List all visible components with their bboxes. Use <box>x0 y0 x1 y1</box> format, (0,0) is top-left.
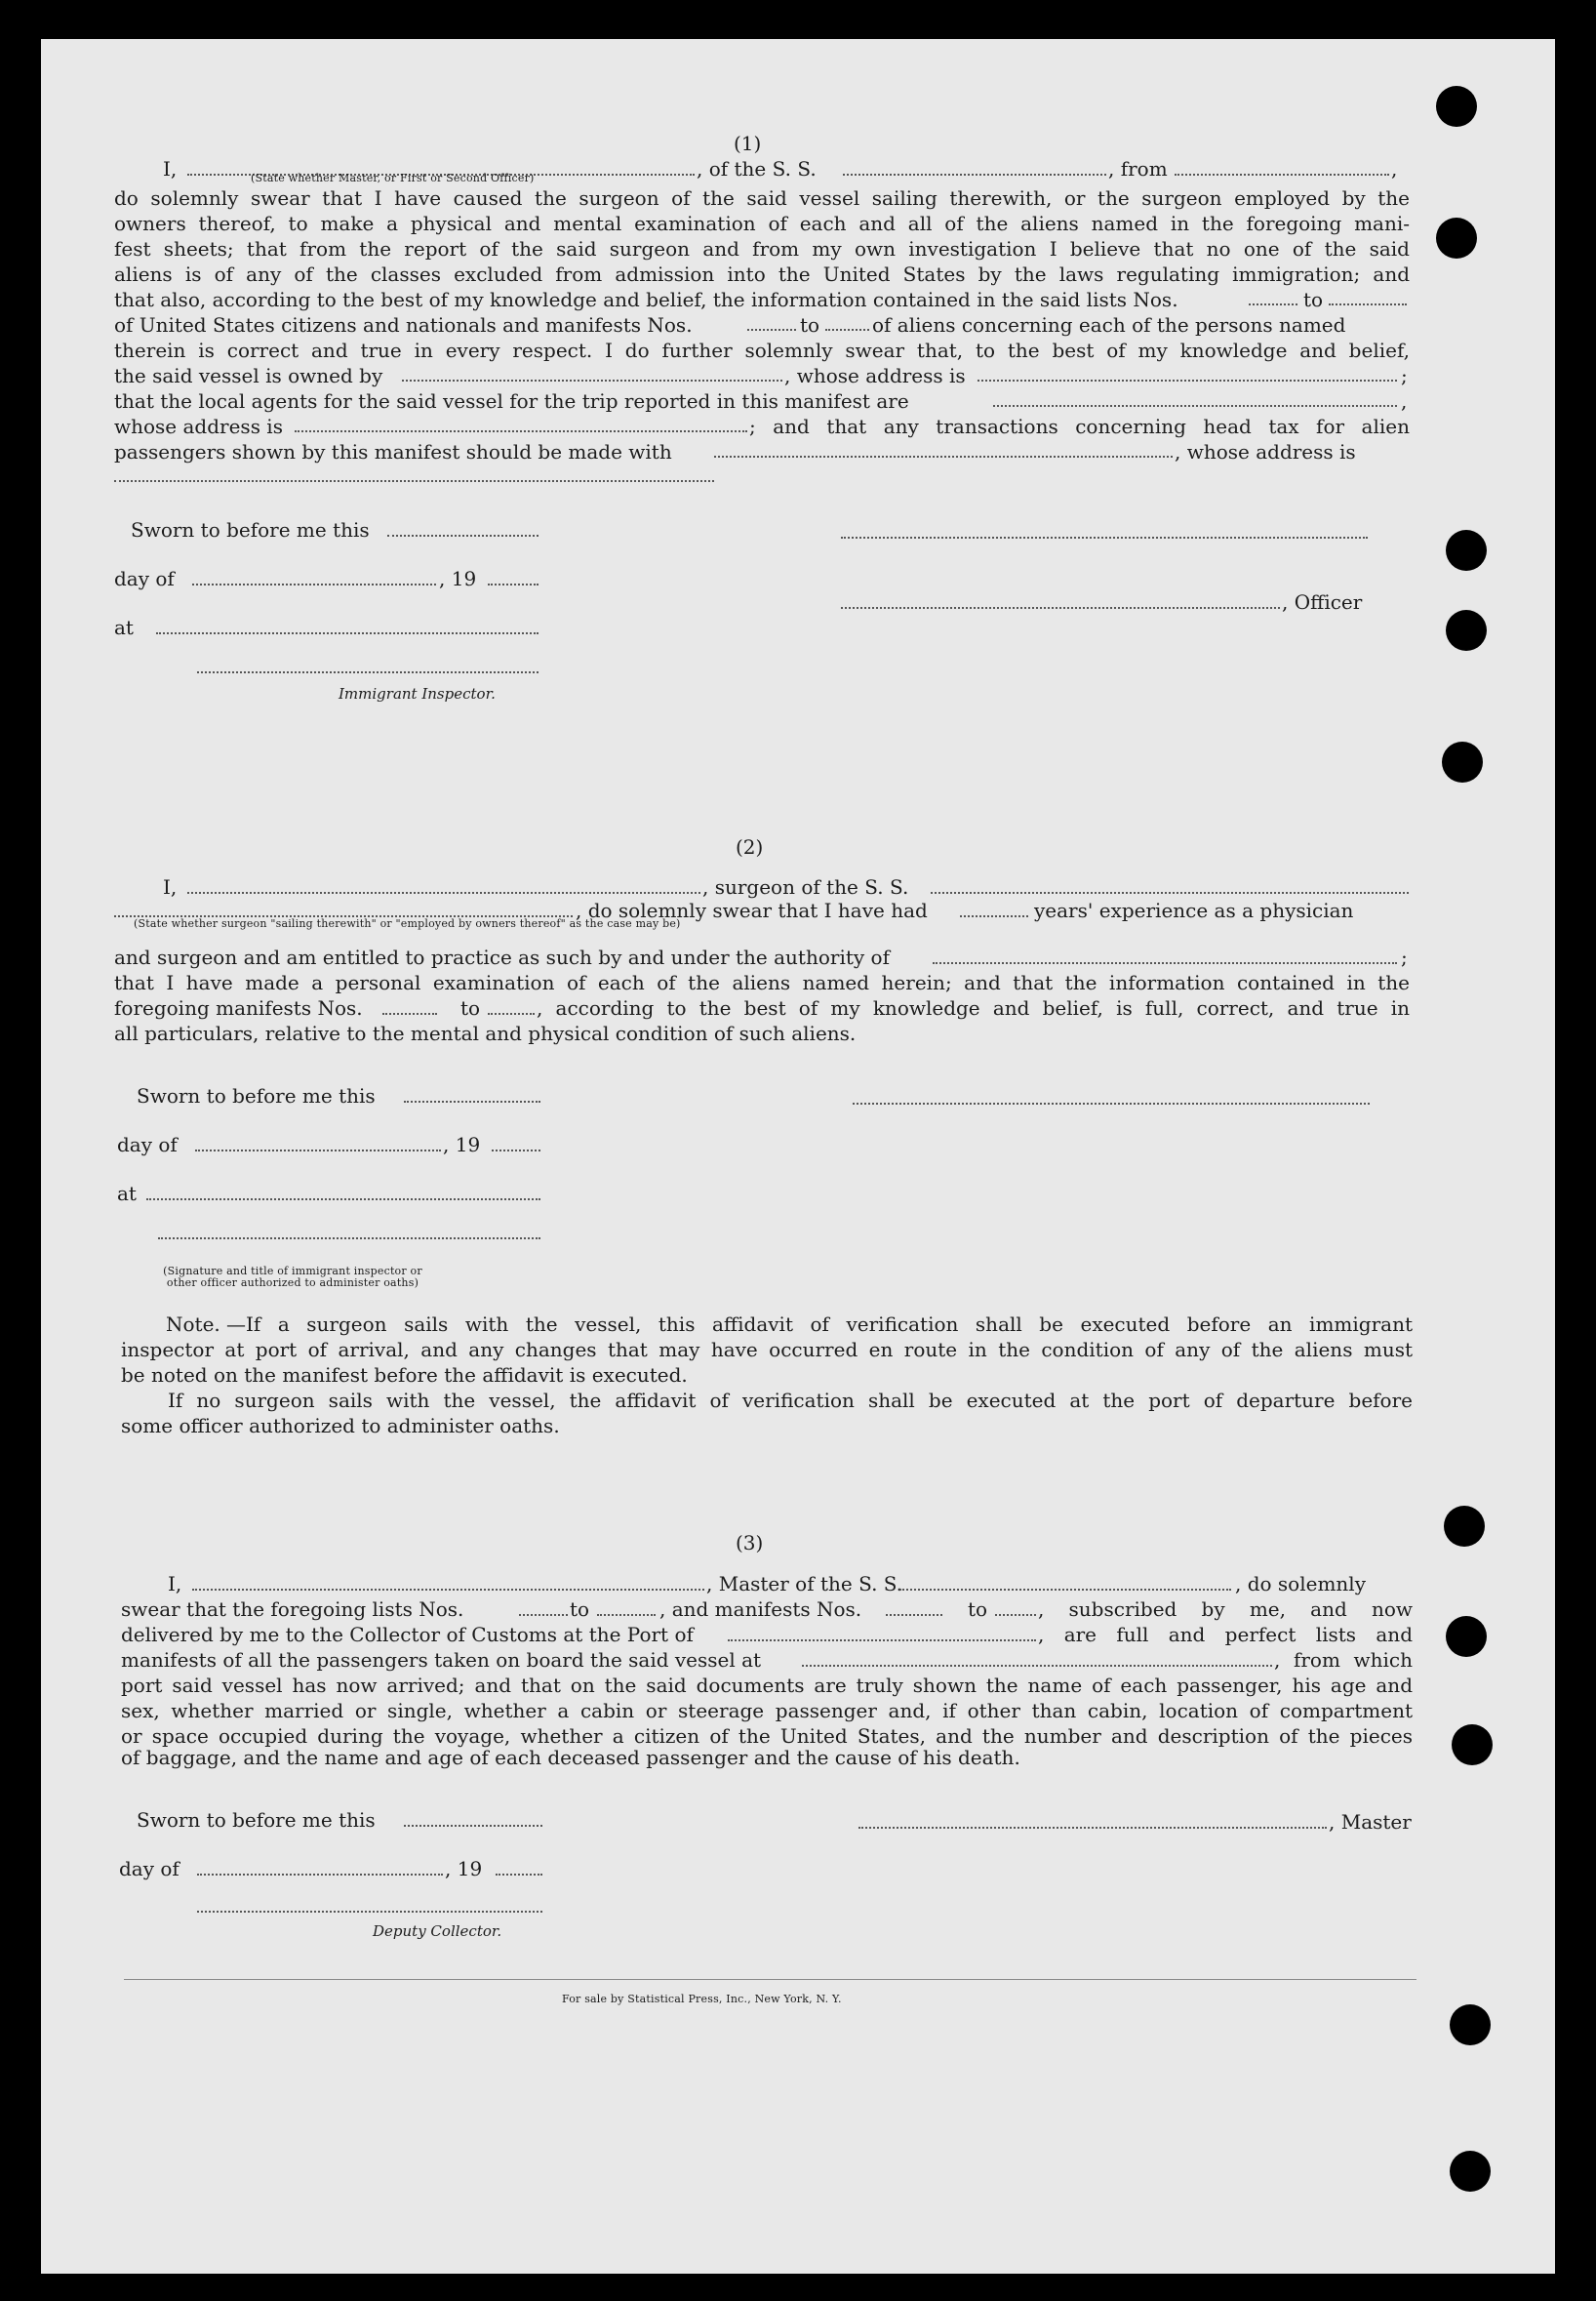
section2-para-line4: all particulars, relative to the mental and physical condition of such aliens. <box>114 1022 857 1045</box>
section3-month-field[interactable] <box>197 1874 443 1876</box>
head-tax-party-field[interactable] <box>714 456 1173 458</box>
binder-hole-2 <box>1436 218 1477 259</box>
section1-para-line3: fest sheets; that from the report of the said surgeon and from my own investigation I believe that no one of the said <box>114 237 1410 261</box>
binder-hole-10 <box>1450 2151 1491 2192</box>
owner-field[interactable] <box>402 380 782 382</box>
agents-address-label: whose address is <box>114 415 283 438</box>
section2-semicolon: ; <box>1401 946 1408 969</box>
section1-I: I, <box>163 157 178 181</box>
owner-address-field[interactable] <box>978 380 1397 382</box>
section3-I: I, <box>168 1572 182 1595</box>
section2-at: at <box>117 1182 137 1205</box>
section2-vessel-field[interactable] <box>931 892 1409 894</box>
manifests-from-field[interactable] <box>747 329 796 331</box>
section2-month-field[interactable] <box>195 1150 441 1151</box>
section2-signature-field[interactable] <box>853 1103 1370 1105</box>
section1-to-2: to <box>800 313 820 337</box>
section3-subscribed: , subscribed by me, and now <box>1038 1597 1413 1621</box>
section2-at-field[interactable] <box>146 1198 540 1200</box>
binder-hole-1 <box>1436 86 1477 127</box>
vessel-name-field[interactable] <box>843 174 1106 176</box>
binder-hole-7 <box>1446 1616 1487 1657</box>
section1-at: at <box>114 616 134 639</box>
semicolon-1: ; <box>1401 364 1408 387</box>
head-tax-address-label: , whose address is <box>1175 440 1356 464</box>
binder-hole-8 <box>1452 1724 1493 1765</box>
binder-hole-3 <box>1446 530 1487 571</box>
owner-address-label: , whose address is <box>784 364 966 387</box>
section3-master: , Master <box>1329 1810 1412 1834</box>
authority-field[interactable] <box>933 962 1397 964</box>
section3-from-which: , from which <box>1274 1648 1413 1672</box>
section2-manifests-from-field[interactable] <box>382 1013 437 1015</box>
section3-line5: port said vessel has now arrived; and that on the said documents are truly shown the name of each passenger, his age and <box>121 1674 1413 1697</box>
local-agents-label: that the local agents for the said vessel for the trip reported in this manifest are <box>114 389 909 413</box>
agents-address-field[interactable] <box>295 430 747 432</box>
from-port-field[interactable] <box>1175 174 1389 176</box>
years-experience-field[interactable] <box>960 915 1028 917</box>
binder-hole-6 <box>1444 1506 1485 1547</box>
section2-number: (2) <box>736 835 764 859</box>
section3-line6: sex, whether married or single, whether a cabin or steerage passenger and, if other than cabin, location of compartment <box>121 1699 1413 1722</box>
section3-lists-from-field[interactable] <box>519 1614 568 1616</box>
section3-manifests-to-field[interactable] <box>995 1614 1036 1616</box>
section1-para-line7: therein is correct and true in every respect. I do further solemnly swear that, to the best of my knowledge and belief, <box>114 339 1410 362</box>
section3-year: , 19 <box>445 1857 483 1880</box>
section1-day-of: day of <box>114 567 175 590</box>
section3-vessel-field[interactable] <box>899 1589 1231 1591</box>
section3-year-field[interactable] <box>496 1874 542 1876</box>
section1-year-field[interactable] <box>488 584 539 585</box>
section1-para-line2: owners thereof, to make a physical and mental examination of each and all of the aliens named in the foregoing mani- <box>114 212 1410 235</box>
section2-para-line2: that I have made a personal examination of each of the aliens named herein; and that the information contained in the <box>114 971 1410 994</box>
section1-officer-field[interactable] <box>841 607 1280 609</box>
comma-2: , <box>1401 389 1408 413</box>
section1-number: (1) <box>734 132 762 155</box>
note-line4: If no surgeon sails with the vessel, the affidavit of verification shall be executed at the port of departure before <box>168 1389 1413 1412</box>
manifests-to-field[interactable] <box>825 329 869 331</box>
inspector-signature-field[interactable] <box>197 671 539 673</box>
section2-day-of: day of <box>117 1133 178 1156</box>
section3-full-perfect: , are full and perfect lists and <box>1038 1623 1413 1646</box>
master-name-field[interactable] <box>192 1589 704 1591</box>
section2-caption2-line2: other officer authorized to administer oaths) <box>166 1276 419 1289</box>
section3-manifests: , and manifests Nos. <box>659 1597 862 1621</box>
binder-hole-9 <box>1450 2004 1491 2045</box>
section1-sworn-day-field[interactable] <box>387 535 539 537</box>
section1-from: , from <box>1108 157 1168 181</box>
section1-to-1: to <box>1303 288 1324 311</box>
section2-caption: (State whether surgeon "sailing therewith" or "employed by owners thereof" as the case may be) <box>134 917 681 930</box>
section3-line3: delivered by me to the Collector of Customs at the Port of <box>121 1623 694 1646</box>
section2-to: to <box>460 996 481 1020</box>
section3-line2: swear that the foregoing lists Nos. <box>121 1597 464 1621</box>
section3-do-solemnly: , do solemnly <box>1235 1572 1366 1595</box>
section3-sworn-day-field[interactable] <box>404 1825 542 1827</box>
section1-month-field[interactable] <box>192 584 436 585</box>
section2-para-line3c: , according to the best of my knowledge and belief, is full, correct, and true in <box>537 996 1410 1020</box>
section1-para-line4: aliens is of any of the classes excluded from admission into the United States by the laws regulating immigration; and <box>114 262 1410 286</box>
section1-year: , 19 <box>439 567 477 590</box>
section2-manifests-to-field[interactable] <box>488 1013 535 1015</box>
section3-line8: of baggage, and the name and age of each deceased passenger and the cause of his death. <box>121 1746 1020 1769</box>
binder-hole-5 <box>1442 742 1483 783</box>
head-tax-address-field[interactable] <box>114 480 714 482</box>
section2-swear: , do solemnly swear that I have had <box>576 899 928 922</box>
section3-line7: or space occupied during the voyage, whether a citizen of the United States, and the number and description of the pieces <box>121 1724 1413 1748</box>
section2-inspector-signature-field[interactable] <box>158 1237 540 1239</box>
owned-by-label: the said vessel is owned by <box>114 364 383 387</box>
section3-master-signature-field[interactable] <box>858 1827 1327 1829</box>
section2-year: , 19 <box>443 1133 481 1156</box>
section1-para-line1: do solemnly swear that I have caused the surgeon of the said vessel sailing therewith, or the surgeon employed by the <box>114 186 1410 210</box>
footer-publisher: For sale by Statistical Press, Inc., New York, N. Y. <box>562 1993 842 2005</box>
section1-para-line5: that also, according to the best of my knowledge and belief, the information contained in the said lists Nos. <box>114 288 1178 311</box>
section3-to-1: to <box>570 1597 590 1621</box>
section1-caption: (State whether Master, or First or Second Officer) <box>251 172 535 184</box>
section1-signature-field[interactable] <box>841 537 1368 539</box>
section2-para-line3: foregoing manifests Nos. <box>114 996 363 1020</box>
section1-para-line6c: of aliens concerning each of the persons named <box>872 313 1346 337</box>
section1-at-field[interactable] <box>156 632 539 634</box>
section3-to-2: to <box>968 1597 988 1621</box>
binder-hole-4 <box>1446 610 1487 651</box>
departure-port-field[interactable] <box>802 1665 1272 1667</box>
form-page <box>41 39 1555 2274</box>
section3-manifests-from-field[interactable] <box>886 1614 942 1616</box>
note-line1: —If a surgeon sails with the vessel, this affidavit of verification shall be executed before an immigrant <box>226 1312 1413 1336</box>
note-label: Note. <box>166 1312 220 1336</box>
section3-master-ss: , Master of the S. S. <box>706 1572 903 1595</box>
section3-line4: manifests of all the passengers taken on board the said vessel at <box>121 1648 762 1672</box>
section1-of-ss: , of the S. S. <box>697 157 817 181</box>
section3-sworn: Sworn to before me this <box>137 1808 376 1832</box>
section1-officer: , Officer <box>1282 590 1363 614</box>
lists-from-field[interactable] <box>1249 303 1297 305</box>
section3-number: (3) <box>736 1531 764 1554</box>
section2-para-line1: and surgeon and am entitled to practice as such by and under the authority of <box>114 946 890 969</box>
section2-sworn: Sworn to before me this <box>137 1084 376 1108</box>
section3-lists-to-field[interactable] <box>597 1614 656 1616</box>
section3-day-of: day of <box>119 1857 180 1880</box>
deputy-collector-label: Deputy Collector. <box>373 1922 502 1940</box>
section2-surgeon-ss: , surgeon of the S. S. <box>702 875 909 899</box>
immigrant-inspector-label: Immigrant Inspector. <box>339 685 496 703</box>
note-line2: inspector at port of arrival, and any changes that may have occurred en route in the condition of any of the aliens must <box>121 1338 1413 1361</box>
lists-to-field[interactable] <box>1329 303 1407 305</box>
local-agents-field[interactable] <box>993 405 1397 407</box>
surgeon-name-field[interactable] <box>187 892 700 894</box>
section2-caption2-line1: (Signature and title of immigrant inspector or <box>163 1265 422 1277</box>
deputy-collector-signature-field[interactable] <box>197 1911 542 1913</box>
footer-divider <box>124 1979 1416 1980</box>
note-line3: be noted on the manifest before the affidavit is executed. <box>121 1363 688 1387</box>
head-tax-text: ; and that any transactions concerning head tax for alien <box>749 415 1410 438</box>
section1-para-line6: of United States citizens and nationals and manifests Nos. <box>114 313 693 337</box>
section1-comma: , <box>1391 157 1398 181</box>
collector-port-field[interactable] <box>728 1639 1036 1641</box>
section2-year-field[interactable] <box>492 1150 540 1151</box>
head-tax-label: passengers shown by this manifest should be made with <box>114 440 672 464</box>
note-line5: some officer authorized to administer oaths. <box>121 1414 560 1437</box>
section2-years: years' experience as a physician <box>1034 899 1354 922</box>
section1-sworn: Sworn to before me this <box>131 518 370 542</box>
section2-sworn-day-field[interactable] <box>404 1101 540 1103</box>
section2-I: I, <box>163 875 178 899</box>
